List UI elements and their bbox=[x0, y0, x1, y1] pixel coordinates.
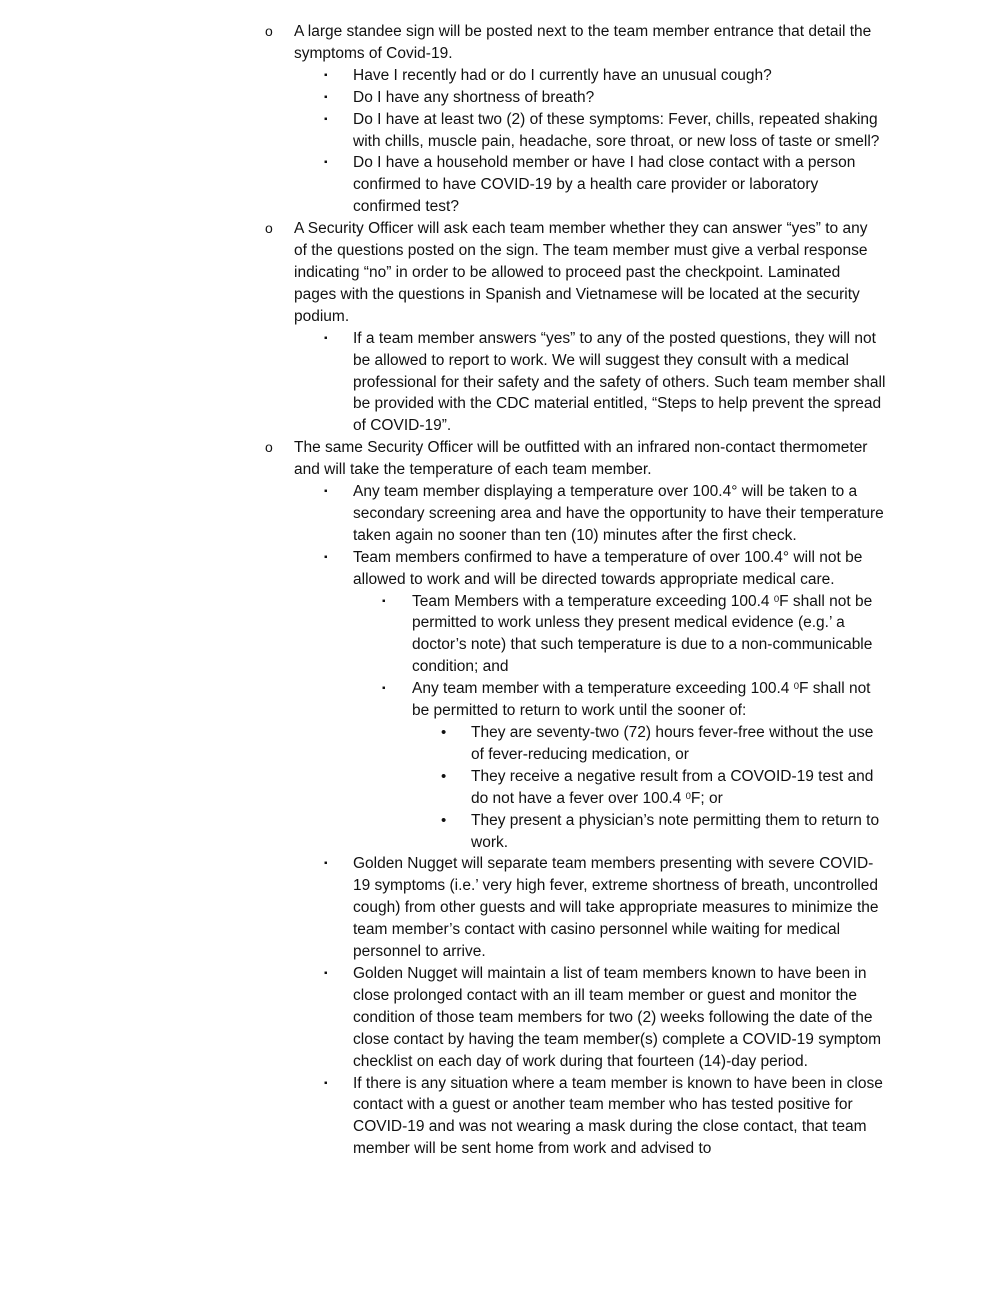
list-item-text bbox=[353, 87, 888, 109]
square-bullet-icon: ▪ bbox=[324, 858, 328, 870]
square-bullet-icon: ▪ bbox=[382, 595, 386, 607]
square-bullet-icon: ▪ bbox=[324, 1077, 328, 1089]
dot-bullet-icon: • bbox=[441, 811, 447, 829]
text-segment: Do I have a household member or have I had close contact with a person confirmed to have COVID-19 by a health care provider or laboratory confirmed test? bbox=[353, 154, 856, 216]
square-bullet-icon: ▪ bbox=[324, 332, 328, 344]
list-item-level-2 bbox=[324, 109, 888, 153]
list-item-level-1 bbox=[265, 21, 879, 65]
square-bullet-icon: ▪ bbox=[324, 69, 328, 81]
square-bullet-icon: ▪ bbox=[324, 91, 328, 103]
document-page bbox=[0, 21, 1000, 1160]
text-segment: They are seventy-two (72) hours fever-free without the use of fever-reducing medication, or bbox=[471, 724, 874, 763]
text-segment: F shall not be permitted to work unless they present medical evidence (e.g.’ a doctor’s note) that such temperature is due to a non-communicable condition; and bbox=[412, 592, 873, 676]
square-bullet-icon: ▪ bbox=[324, 113, 328, 125]
text-segment: Any team member with a temperature exceeding 100.4 bbox=[412, 680, 794, 698]
text-segment: Golden Nugget will maintain a list of team members known to have been in close prolonged contact with an ill team member or guest and monitor the condition of those team members for two (2) weeks following the date of the close contact by having the team member(s) complete a COVID-19 symptom checklist on each day of work during that fourteen (14)-day period. bbox=[353, 964, 882, 1070]
list-item-text bbox=[353, 853, 888, 963]
text-segment: The same Security Officer will be outfitted with an infrared non-contact thermometer and will take the temperature of each team member. bbox=[294, 439, 868, 479]
list-item-level-2 bbox=[324, 152, 888, 218]
text-segment: Have I recently had or do I currently have an unusual cough? bbox=[353, 66, 772, 84]
list-item-text bbox=[294, 21, 879, 65]
superscript: 0 bbox=[793, 681, 799, 693]
list-item-text bbox=[471, 810, 881, 854]
list-item-text bbox=[294, 218, 879, 328]
square-bullet-icon: ▪ bbox=[324, 157, 328, 169]
text-segment: F; or bbox=[690, 789, 723, 807]
list-item-level-4 bbox=[441, 766, 881, 810]
square-bullet-icon: ▪ bbox=[382, 683, 386, 695]
list-item-text bbox=[353, 109, 888, 153]
list-item-text bbox=[353, 152, 888, 218]
text-segment: A large standee sign will be posted next to the team member entrance that detail the symptoms of Covid-19. bbox=[294, 23, 872, 62]
square-bullet-icon: ▪ bbox=[324, 967, 328, 979]
list-item-level-2 bbox=[324, 547, 888, 591]
text-segment: They receive a negative result from a COVOID-19 test and do not have a fever over 100.4 bbox=[471, 767, 874, 807]
list-item-text bbox=[353, 1073, 888, 1161]
list-item-level-1 bbox=[265, 437, 879, 481]
list-item-level-2 bbox=[324, 1073, 888, 1161]
text-segment: Team members confirmed to have a temperature of over 100.4° will not be allowed to work and will be directed towards appropriate medical care. bbox=[353, 548, 863, 588]
circle-bullet-icon: o bbox=[265, 220, 273, 237]
list-item-level-2 bbox=[324, 963, 888, 1073]
list-item-level-3 bbox=[382, 678, 887, 722]
text-segment: They present a physician’s note permitting them to return to work. bbox=[471, 811, 880, 851]
list-item-text bbox=[294, 437, 879, 481]
text-segment: A Security Officer will ask each team member whether they can answer “yes” to any of the questions posted on the sign. The team member must give a verbal response indicating “no” in order to be allowed to proceed past the checkpoint. Laminated pages with the questions in Spanish and Vietnamese will be located at the security podium. bbox=[294, 220, 868, 325]
text-segment: If there is any situation where a team member is known to have been in close contact with a guest or another team member who has tested positive for COVID-19 and was not wearing a mask during the close contact, that team member will be sent home from work and advised to bbox=[353, 1074, 883, 1158]
list-item-text bbox=[412, 591, 887, 679]
list-item-level-2 bbox=[324, 853, 888, 963]
list-item-level-1 bbox=[265, 218, 879, 328]
list-item-text bbox=[353, 481, 888, 547]
square-bullet-icon: ▪ bbox=[324, 551, 328, 563]
text-segment: Any team member displaying a temperature over 100.4° will be taken to a secondary screening area and have the opportunity to have their temperature taken again no sooner than ten (10) minutes after the first check. bbox=[353, 483, 884, 544]
circle-bullet-icon: o bbox=[265, 439, 273, 456]
list-item-text bbox=[353, 963, 888, 1073]
circle-bullet-icon: o bbox=[265, 23, 273, 39]
list-item-level-2 bbox=[324, 65, 888, 87]
list-item-text bbox=[353, 547, 888, 591]
text-segment: If a team member answers “yes” to any of the posted questions, they will not be allowed to report to work. We will suggest they consult with a medical professional for their safety and the safety of others. Such team member shall be provided with the CDC material entitled, “Steps to help prevent the spread of COVID-19”. bbox=[353, 329, 886, 435]
list-item-level-3 bbox=[382, 591, 887, 679]
text-segment: Golden Nugget will separate team members presenting with severe COVID-19 symptoms (i.e.’ very high fever, extreme shortness of breath, uncontrolled cough) from other guests and will take appropriate measures to minimize the team member’s contact with casino personnel while waiting for medical personnel to arrive. bbox=[353, 855, 879, 961]
text-segment: Do I have at least two (2) of these symptoms: Fever, chills, repeated shaking with chills, muscle pain, headache, sore throat, or new loss of taste or smell? bbox=[353, 110, 880, 150]
list-item-level-4 bbox=[441, 722, 881, 766]
superscript: 0 bbox=[685, 790, 691, 802]
list-item-level-2 bbox=[324, 87, 888, 109]
square-bullet-icon: ▪ bbox=[324, 486, 328, 498]
text-segment: F shall not be permitted to return to work until the sooner of: bbox=[412, 680, 871, 720]
dot-bullet-icon: • bbox=[441, 724, 447, 741]
list-item-text bbox=[353, 65, 888, 87]
superscript: 0 bbox=[773, 593, 780, 605]
list-item-text bbox=[471, 722, 881, 766]
dot-bullet-icon: • bbox=[441, 767, 447, 785]
text-segment: Do I have any shortness of breath? bbox=[353, 88, 595, 106]
list-item-text bbox=[353, 328, 888, 438]
list-item-level-2 bbox=[324, 328, 888, 438]
list-item-level-4 bbox=[441, 810, 881, 854]
list-item-text bbox=[471, 766, 881, 810]
list-item-text bbox=[412, 678, 887, 722]
list-item-level-2 bbox=[324, 481, 888, 547]
text-segment: Team Members with a temperature exceeding 100.4 bbox=[412, 592, 774, 610]
